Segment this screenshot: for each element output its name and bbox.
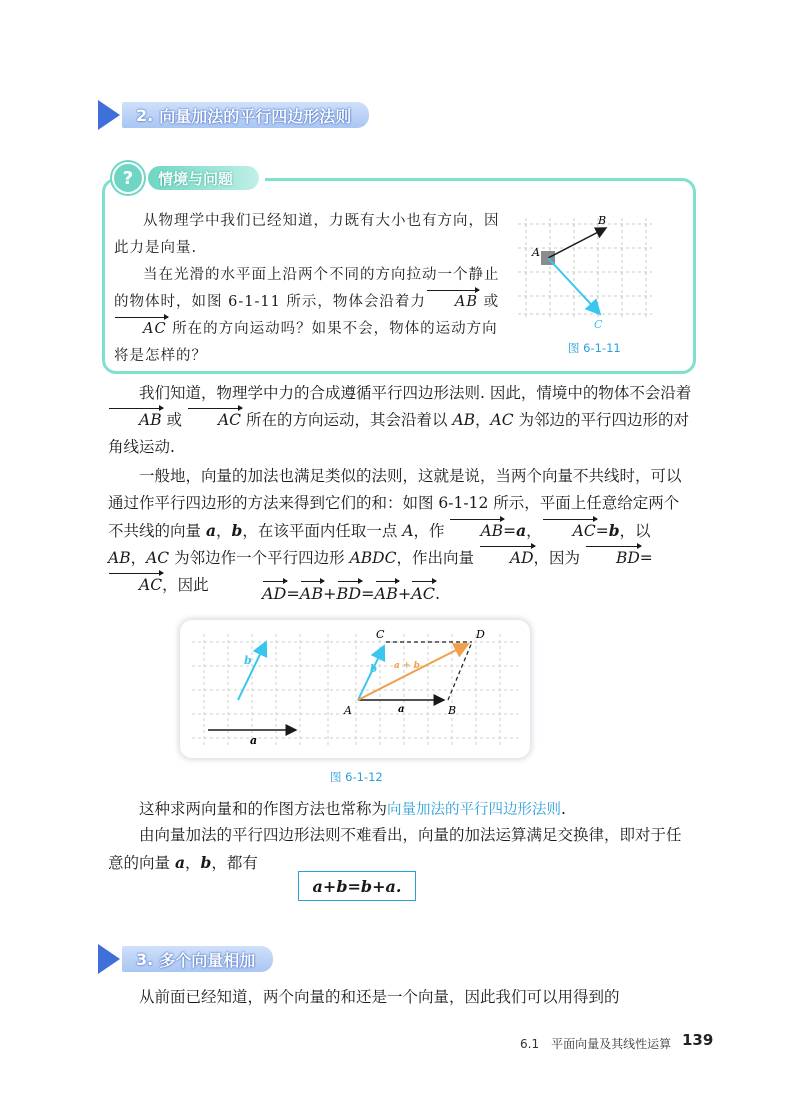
- situation-text: [114, 208, 506, 370]
- section-2-header: [98, 100, 369, 130]
- vector-ac: AC: [187, 407, 241, 429]
- paragraph-3: 这种求两向量和的作图方法也常称为向量加法的平行四边形法则.: [139, 800, 566, 818]
- label-a-plus-b: a + b: [394, 661, 420, 671]
- section-number: 2.: [136, 105, 154, 125]
- label-b: B: [598, 214, 607, 227]
- paragraph-1: 我们知道，物理学中力的合成遵循平行四边形法则. 因此，情境中的物体不会沿着AB 或 AC 所在的方向运动，其会沿着以 AB，AC 为邻边的平行四边形的对角线运动.: [108, 384, 692, 456]
- label-b: b: [370, 664, 377, 675]
- vector-ab: AB: [108, 407, 162, 429]
- footer-section: 6.1 平面向量及其线性运算: [520, 1037, 672, 1051]
- section-number: 3.: [136, 949, 154, 969]
- grid-lines: [192, 634, 518, 746]
- grid-lines: [518, 218, 652, 318]
- paragraph-5: 从前面已经知道，两个向量的和还是一个向量，因此我们可以用得到的: [139, 988, 620, 1006]
- force-arrow-ab: [548, 228, 606, 258]
- paragraph-2: 一般地，向量的加法也满足类似的法则，这就是说，当两个向量不共线时，可以通过作平行四边形的方法来得到它们的和：如图 6-1-12 所示，平面上任意给定两个不共线的向量 a，b，在该平面内任取一点 A，作 AB=a， AC=b，以 AB，AC 为邻边作一个平行四边形 ABDC，作出向量 AD，因为 BD=AC，因此: [108, 467, 682, 594]
- vector-b-free: [238, 642, 266, 700]
- section-title-bar: [122, 946, 273, 972]
- section-arrow-icon: [98, 944, 120, 974]
- label-a: a: [398, 704, 405, 715]
- figure-6-1-12-panel: [180, 620, 530, 758]
- formula-ad-sum: AD=AB+BD=AB+AC.: [262, 580, 440, 603]
- label-b-free: b: [244, 654, 252, 667]
- point-c: C: [376, 628, 385, 641]
- paragraph-4: 由向量加法的平行四边形法则不难看出，向量的加法运算满足交换律，即对于任意的向量 a，b，都有: [108, 826, 682, 872]
- commutative-law-formula: a+b=b+a.: [298, 871, 416, 901]
- figure-6-1-11-caption: 图 6-1-11: [568, 341, 621, 355]
- situation-label: 情境与问题: [148, 166, 259, 190]
- label-c: C: [594, 318, 603, 331]
- point-d: D: [476, 628, 485, 641]
- highlighted-term: 向量加法的平行四边形法则: [387, 802, 562, 818]
- section-title: 向量加法的平行四边形法则: [159, 106, 352, 126]
- situation-paragraph-1: 从物理学中我们已经知道，力既有大小也有方向，因此力是向量.: [114, 213, 500, 256]
- section-arrow-icon: [98, 100, 120, 130]
- situation-paragraph-2: 当在光滑的水平面上沿两个不同的方向拉动一个静止的物体时，如图 6-1-11 所示，物体会沿着力 AB 或 AC 所在的方向运动吗？如果不会，物体的运动方向将是怎样的？: [114, 267, 500, 364]
- vector-ab: AB: [426, 289, 478, 310]
- vector-ac: AC: [114, 316, 167, 337]
- figure-6-1-12: [180, 620, 530, 758]
- section-3-header: [98, 944, 273, 974]
- point-b: B: [448, 704, 457, 717]
- section-title-bar: [122, 102, 369, 128]
- question-icon: ?: [112, 162, 144, 194]
- section-title: 多个向量相加: [159, 950, 256, 970]
- figure-6-1-12-caption: 图 6-1-12: [330, 770, 383, 784]
- situation-tab: [112, 162, 265, 194]
- figure-6-1-11: [510, 214, 660, 332]
- label-a: A: [532, 246, 540, 259]
- label-a-free: a: [250, 734, 258, 747]
- point-a: A: [344, 704, 352, 717]
- page-number: 139: [682, 1031, 714, 1049]
